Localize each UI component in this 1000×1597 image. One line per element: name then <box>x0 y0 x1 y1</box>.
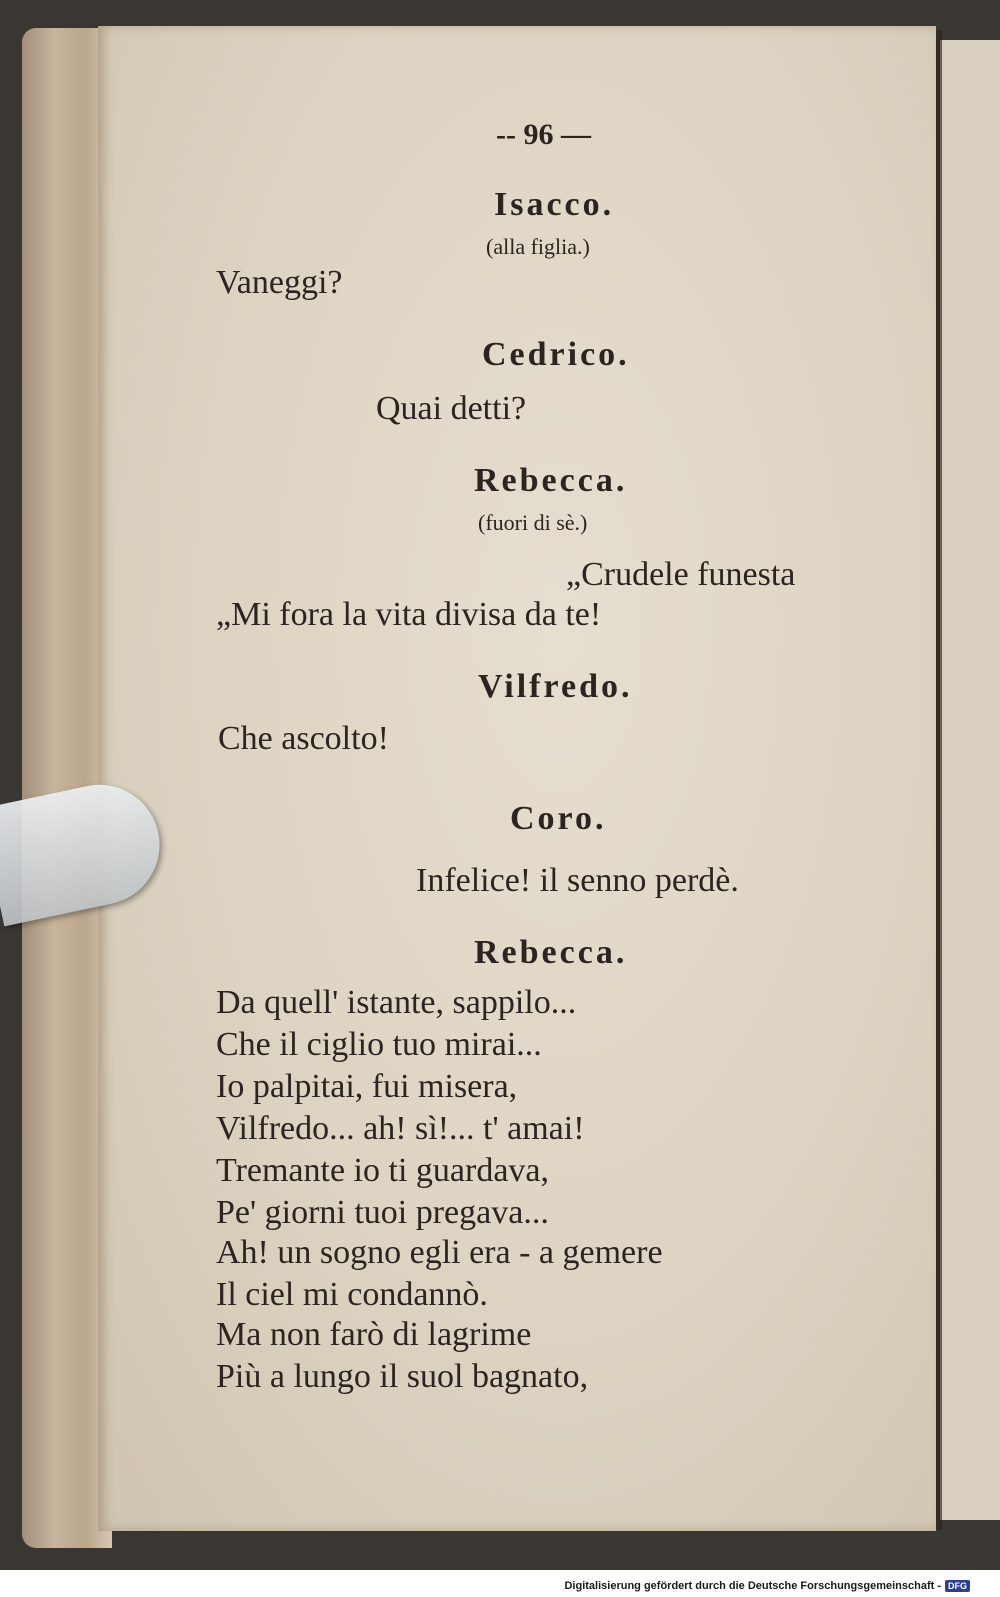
dfg-logo: DFG <box>945 1580 970 1592</box>
speaker-cedrico: Cedrico. <box>482 336 630 373</box>
verse-line: Ma non farò di lagrime <box>216 1316 532 1353</box>
speaker-rebecca-second: Rebecca. <box>474 934 628 971</box>
verse-line: Ah! un sogno egli era - a gemere <box>216 1234 663 1271</box>
line-crudele-funesta: „Crudele funesta <box>566 556 796 593</box>
line-vaneggi: Vaneggi? <box>216 264 343 301</box>
verse-line: Tremante io ti guardava, <box>216 1152 549 1189</box>
speaker-coro: Coro. <box>510 800 607 837</box>
speaker-isacco: Isacco. <box>494 186 615 223</box>
stage-direction-alla-figlia: (alla figlia.) <box>486 234 590 259</box>
verse-line: Più a lungo il suol bagnato, <box>216 1358 589 1395</box>
verse-line: Vilfredo... ah! sì!... t' amai! <box>216 1110 585 1147</box>
verse-line: Da quell' istante, sappilo... <box>216 984 577 1021</box>
line-quai-detti: Quai detti? <box>376 390 527 427</box>
footer-credit: Digitalisierung gefördert durch die Deutsche Forschungsgemeinschaft - <box>564 1580 941 1592</box>
book-page <box>98 26 936 1531</box>
digitization-footer <box>564 1577 970 1595</box>
speaker-vilfredo: Vilfredo. <box>478 668 633 705</box>
verse-line: Che il ciglio tuo mirai... <box>216 1026 542 1063</box>
facing-page-edge <box>940 40 1000 1520</box>
line-mi-fora: „Mi fora la vita divisa da te! <box>216 596 602 633</box>
line-che-ascolto: Che ascolto! <box>218 720 389 757</box>
line-infelice: Infelice! il senno perdè. <box>416 862 739 899</box>
speaker-rebecca: Rebecca. <box>474 462 628 499</box>
verse-line: Il ciel mi condannò. <box>216 1276 488 1313</box>
verse-line: Io palpitai, fui misera, <box>216 1068 518 1105</box>
page-number: -- 96 — <box>496 118 591 151</box>
stage-direction-fuori-di-se: (fuori di sè.) <box>478 510 588 535</box>
verse-line: Pe' giorni tuoi pregava... <box>216 1194 549 1231</box>
